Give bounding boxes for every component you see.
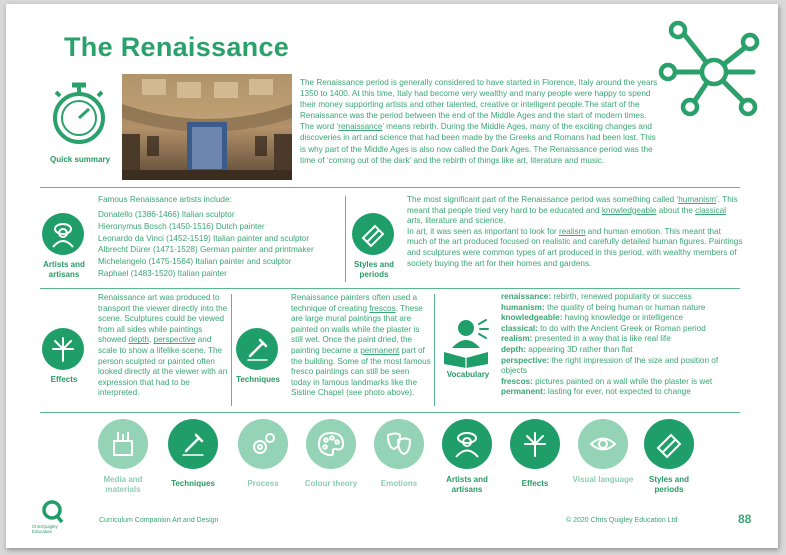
- page: [6, 4, 778, 548]
- footer-right: © 2020 Chris Quigley Education Ltd: [566, 517, 678, 524]
- vocab-term: frescos:: [501, 376, 533, 386]
- divider: [40, 187, 740, 188]
- nav-label: Media and materials: [103, 475, 143, 494]
- page-title: The Renaissance: [64, 32, 290, 62]
- nav-label: Effects: [521, 479, 549, 488]
- nav-label: Process: [247, 479, 279, 488]
- nav-emotions[interactable]: [374, 419, 424, 469]
- vocab-term: depth:: [501, 344, 527, 354]
- sistine-chapel-photo: [122, 74, 292, 180]
- vocab-item: [501, 334, 741, 345]
- vocab-definition: the quality of being human or human nature: [544, 302, 706, 312]
- perspective-link[interactable]: perspective: [153, 335, 196, 345]
- nav-label: Techniques: [171, 479, 215, 488]
- nav-styles-periods[interactable]: [644, 419, 694, 469]
- effects-text-part: Renaissance art was produced to transport the viewer directly into the scene. Sculptures could be viewed from all sides while paintings showed: [98, 293, 228, 345]
- vocabulary-label: Vocabulary: [446, 370, 490, 379]
- summary-text-part: ’ means rebirth. During the Middle Ages, many of the exciting changes and discoveries in art and science that had been made by the Greeks and Romans had been lost. This is why part of the Middle Ages is also now called the Dark Ages. The Renaissance period was the time of ‘coming out of the dark’ and the rebirth of things like art, literature and music.: [300, 122, 656, 165]
- artist-icon: [452, 429, 482, 459]
- vocab-item: [501, 387, 741, 398]
- list-item: Raphael (1483-1520) Italian painter: [98, 268, 227, 278]
- vocab-term: humanism:: [501, 302, 545, 312]
- vocab-item: [501, 313, 741, 324]
- artists-label: Artists and artisans: [43, 260, 85, 279]
- frescos-link[interactable]: frescos: [369, 303, 396, 313]
- compass-icon: [654, 429, 684, 459]
- renaissance-link[interactable]: renaissance: [338, 122, 383, 132]
- styles-text-part: and human emotion. This meant that much of the art produced focused on realistic and carefully detailed human figures. Paintings and sculptures were common types of art produced in this period, with wealthy members of society buying the art for their homes and gardens.: [407, 226, 743, 268]
- compass-icon: [352, 213, 394, 255]
- network-icon: [656, 20, 766, 120]
- vocab-definition: rebirth, renewed popularity or success: [551, 292, 692, 301]
- list-item: Leonardo da Vinci (1452-1519) Italian painter and sculptor: [98, 233, 310, 243]
- styles-text-part: arts, literature and science.: [407, 216, 506, 226]
- techniques-text-part: part of the building. Some of the most famous fresco paintings can still be seen today in famous landmarks like the Sistine Chapel (see photo above).: [291, 345, 431, 398]
- divider: [434, 294, 435, 406]
- page-number: 88: [738, 512, 752, 526]
- styles-text-part: The most significant part of the Renaissance period was something called ‘: [407, 195, 679, 204]
- vocab-term: knowledgeable:: [501, 313, 563, 323]
- list-item: Albrecht Dürer (1471-1528) German painter and printmaker: [98, 245, 314, 255]
- humanism-link[interactable]: humanism: [678, 195, 717, 204]
- techniques-text-part: Renaissance painters often used a technique of creating: [291, 293, 418, 313]
- techniques-text-part: . These are large mural paintings that are painted on walls while the plaster is still wet. Once the paint dried, the painting became a: [291, 303, 423, 355]
- nav-techniques[interactable]: [168, 419, 218, 469]
- fireworks-icon: [520, 429, 550, 459]
- summary-text: [300, 77, 660, 166]
- vocab-item: [501, 377, 741, 388]
- nav-artists-artisans[interactable]: [442, 419, 492, 469]
- styles-text-part: ’. This meant that people tried very hard to be educated and: [407, 195, 738, 215]
- pencil-icon: [236, 328, 278, 370]
- effects-label: Effects: [50, 375, 78, 384]
- pencil-icon: [178, 429, 208, 459]
- depth-link[interactable]: depth: [128, 335, 149, 345]
- vocab-definition: the right impression of the size and position of objects: [501, 355, 719, 376]
- nav-visual-language[interactable]: [578, 419, 628, 469]
- nav-label: Artists and artisans: [446, 475, 488, 494]
- nav-colour-theory[interactable]: [306, 419, 356, 469]
- vocab-item: [501, 303, 741, 314]
- effects-text: [98, 293, 230, 399]
- gears-icon: [248, 429, 278, 459]
- nav-process[interactable]: [238, 419, 288, 469]
- vocab-term: realism:: [501, 334, 533, 344]
- techniques-text: [291, 293, 431, 399]
- styles-label: Styles and periods: [353, 260, 394, 279]
- list-item: Michelangelo (1475-1564) Italian painter and sculptor: [98, 257, 292, 267]
- vocab-definition: having knowledge or intelligence: [562, 313, 684, 323]
- vocab-definition: to do with the Ancient Greek or Roman period: [537, 323, 706, 333]
- nav-media-materials[interactable]: [98, 419, 148, 469]
- summary-text-part: The Renaissance period is generally considered to have started in Florence, Italy around the years 1350 to 1400. At this time, Italy had become very wealthy and many people were happy to spend their money supporting artists and other talented, creative or intelligent people.The start of the Renaissance was the period between the end of the Middle Ages and the start of modern times. The word ‘: [300, 78, 658, 132]
- masks-icon: [384, 429, 414, 459]
- styles-text-part: In art, it was seen as important to look for: [407, 226, 559, 236]
- classical-link[interactable]: classical: [695, 205, 727, 215]
- vocab-definition: appearing 3D rather than flat: [526, 344, 633, 354]
- nav-label: Styles and periods: [648, 475, 689, 494]
- vocab-term: permanent:: [501, 387, 546, 397]
- vocab-definition: presented in a way that is like real life: [532, 334, 671, 344]
- vocab-item: [501, 292, 741, 303]
- realism-link[interactable]: realism: [559, 226, 586, 236]
- artists-list: [98, 209, 348, 280]
- nav-label: Emotions: [380, 479, 418, 488]
- vocabulary-list: [501, 292, 741, 398]
- nav-label: Colour theory: [304, 479, 358, 488]
- vocab-term: renaissance:: [501, 292, 552, 301]
- media-materials-icon: [108, 429, 138, 459]
- list-item: Hieronymus Bosch (1450-1516) Dutch painter: [98, 221, 265, 231]
- styles-text-part: about the: [656, 205, 696, 215]
- techniques-label: Techniques: [236, 375, 280, 384]
- fireworks-icon: [42, 328, 84, 370]
- footer-left: Curriculum Companion Art and Design: [99, 517, 219, 524]
- vocab-definition: pictures painted on a wall while the plaster is wet: [532, 376, 713, 386]
- chris-quigley-logo: [32, 498, 78, 536]
- vocab-item: [501, 345, 741, 356]
- list-item: Donatello (1386-1466) Italian sculptor: [98, 210, 235, 219]
- palette-icon: [316, 429, 346, 459]
- vocab-term: perspective:: [501, 355, 550, 365]
- vocab-item: [501, 356, 741, 377]
- vocab-term: classical:: [501, 323, 538, 333]
- divider: [40, 288, 740, 289]
- speaking-book-icon: [442, 318, 494, 368]
- logo-text: ChrisQuigley Education: [32, 524, 58, 534]
- nav-label: Visual language: [572, 475, 634, 484]
- vocab-definition: lasting for ever, not expected to change: [545, 387, 691, 397]
- artists-intro: Famous Renaissance artists include:: [98, 195, 232, 204]
- divider: [40, 412, 740, 413]
- eye-icon: [588, 429, 618, 459]
- permanent-link[interactable]: permanent: [360, 345, 400, 355]
- styles-text: [407, 195, 743, 269]
- stopwatch-icon: [50, 80, 108, 148]
- artist-icon: [42, 213, 84, 255]
- effects-text-part: and scale to show a lifelike scene. The person sculpted or painted often looked directly at the viewer with an expression that had to be interpreted.: [98, 335, 228, 398]
- vocab-item: [501, 324, 741, 335]
- divider: [231, 294, 232, 406]
- quick-summary-label: Quick summary: [49, 155, 111, 164]
- effects-text-part: ,: [149, 335, 154, 345]
- nav-effects[interactable]: [510, 419, 560, 469]
- knowledgeable-link[interactable]: knowledgeable: [601, 205, 657, 215]
